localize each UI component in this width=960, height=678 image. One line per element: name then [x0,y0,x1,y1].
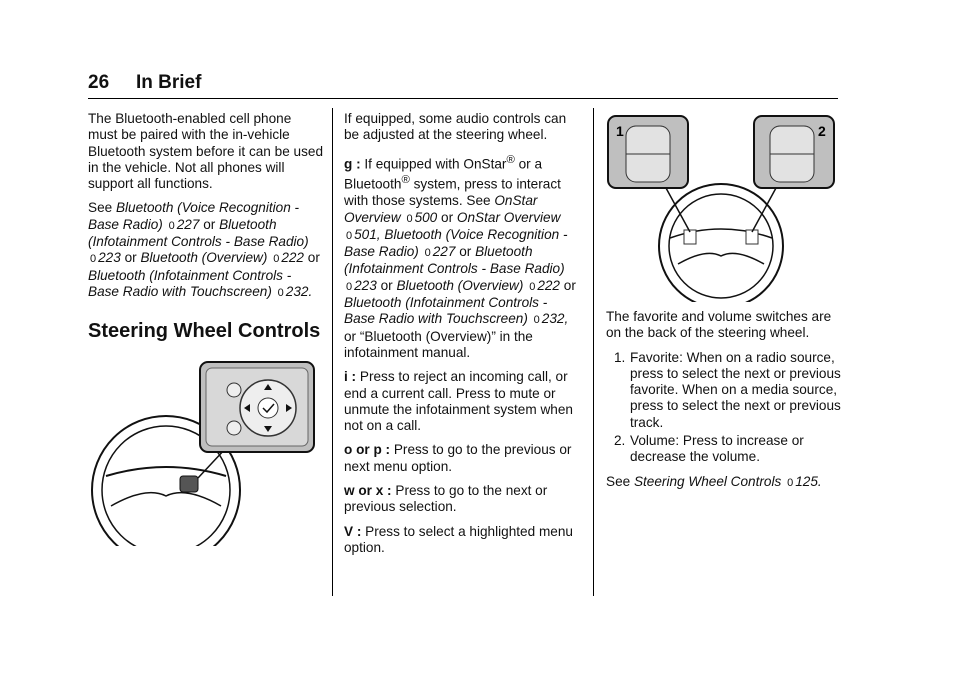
arrow-icon: 0 [277,286,284,299]
xref-bt-voice[interactable]: Bluetooth (Voice Recognition - Base Radio) [88,200,300,232]
arrow-icon: 0 [90,253,97,266]
steering-wheel-controls-heading: Steering Wheel Controls [88,320,321,343]
column-3 [606,309,844,499]
xref-bt-infotainment[interactable]: Bluetooth (Infotainment Controls - Base Radio) [88,216,309,250]
see-also-paragraph: See Bluetooth (Voice Recognition - Base Radio) 0 227 or Bluetooth (Infotainment Controls - Base Radio) 0 223 or Bluetooth (Overview) 0 222 or Bluetooth (Infotainment Controls - Base Radio with Touchscreen) 0 232. [88,200,320,299]
bluetooth-pairing-text: The Bluetooth-enabled cell phone must be paired with the in-vehicle Bluetooth system before it can be used in the vehicle. Not all phones will support all functions. [88,111,324,192]
xref-bt-overview[interactable]: Bluetooth (Overview) [396,277,524,293]
xref-onstar-overview[interactable]: OnStar Overview [344,193,538,225]
steering-wheel-illustration-right [606,112,838,302]
switch-location-text: The favorite and volume switches are on the back of the steering wheel. [606,309,832,341]
voice-icon: g : [344,156,361,172]
up-down-button-desc: w or x : Press to go to the next or previous selection. [344,483,548,515]
section-title: In Brief [136,72,202,93]
arrow-icon: 0 [533,314,540,327]
xref-bt-voice[interactable]: Bluetooth (Voice Recognition - Base Radio) [344,226,568,260]
callout-2: 2 [818,123,826,139]
arrow-icon: 0 [168,219,175,232]
arrow-icon: 0 [346,229,353,242]
audio-controls-intro: If equipped, some audio controls can be adjusted at the steering wheel. [344,111,567,143]
arrow-icon: 0 [529,280,536,293]
reject-button-desc: i : Press to reject an incoming call, or end a current call. Press to mute or unmute the infotainment system when not on a call. [344,369,573,434]
steering-wheel-illustration-left [86,358,326,546]
up-down-arrows-icon: w or x : [344,483,392,498]
arrow-icon: 0 [787,476,794,489]
xref-onstar-overview-2[interactable]: OnStar Overview [456,209,561,225]
xref-bt-infotainment[interactable]: Bluetooth (Infotainment Controls - Base Radio) [344,244,565,277]
column-1 [88,111,324,343]
column-divider-1 [332,108,333,596]
checkmark-icon: V : [344,523,362,539]
left-right-arrows-icon: o or p : [344,442,391,458]
callout-1: 1 [616,123,624,139]
xref-bt-touchscreen[interactable]: Bluetooth (Infotainment Controls - Base Radio with Touchscreen) [88,267,292,299]
page-header [88,70,838,98]
reject-call-icon: i : [344,369,357,385]
list-item: 1. Favorite: When on a radio source, press to select the next or previous favorite. When on a media source, press to select the next or previous track. [614,349,841,430]
column-2 [344,111,582,564]
arrow-icon: 0 [273,253,280,266]
see-also-steering: See Steering Wheel Controls 0 125. [606,473,822,489]
left-right-button-desc: o or p : Press to go to the previous or next menu option. [344,442,572,474]
arrow-icon: 0 [424,247,431,260]
column-divider-2 [593,108,594,596]
header-rule [88,98,838,99]
select-button-desc: V : Press to select a highlighted menu option. [344,523,573,555]
arrow-icon: 0 [346,280,353,293]
xref-bt-overview[interactable]: Bluetooth (Overview) [140,250,268,266]
list-item: 2. Volume: Press to increase or decrease the volume. [614,433,804,465]
xref-steering-wheel-controls[interactable]: Steering Wheel Controls [633,473,782,489]
xref-bt-touchscreen[interactable]: Bluetooth (Infotainment Controls - Base Radio with Touchscreen) [344,295,548,327]
switch-list [606,350,844,466]
arrow-icon: 0 [406,212,413,225]
page-number: 26 [88,72,110,93]
voice-button-desc: g : If equipped with OnStar® or a Bluetooth® system, press to interact with those systems. See OnStar Overview 0 500 or OnStar Overview 0 501, Bluetooth (Voice Recognition - Base Radio) 0 227 or Bluetooth (Infotainment Controls - Base Radio) 0 223 or Bluetooth (Overview) 0 222 or Bluetooth (Infotainment Controls - Base Radio with Touchscreen) 0 232, or “Bluetooth (Overview)” in the infotainment manual. [344,153,576,360]
